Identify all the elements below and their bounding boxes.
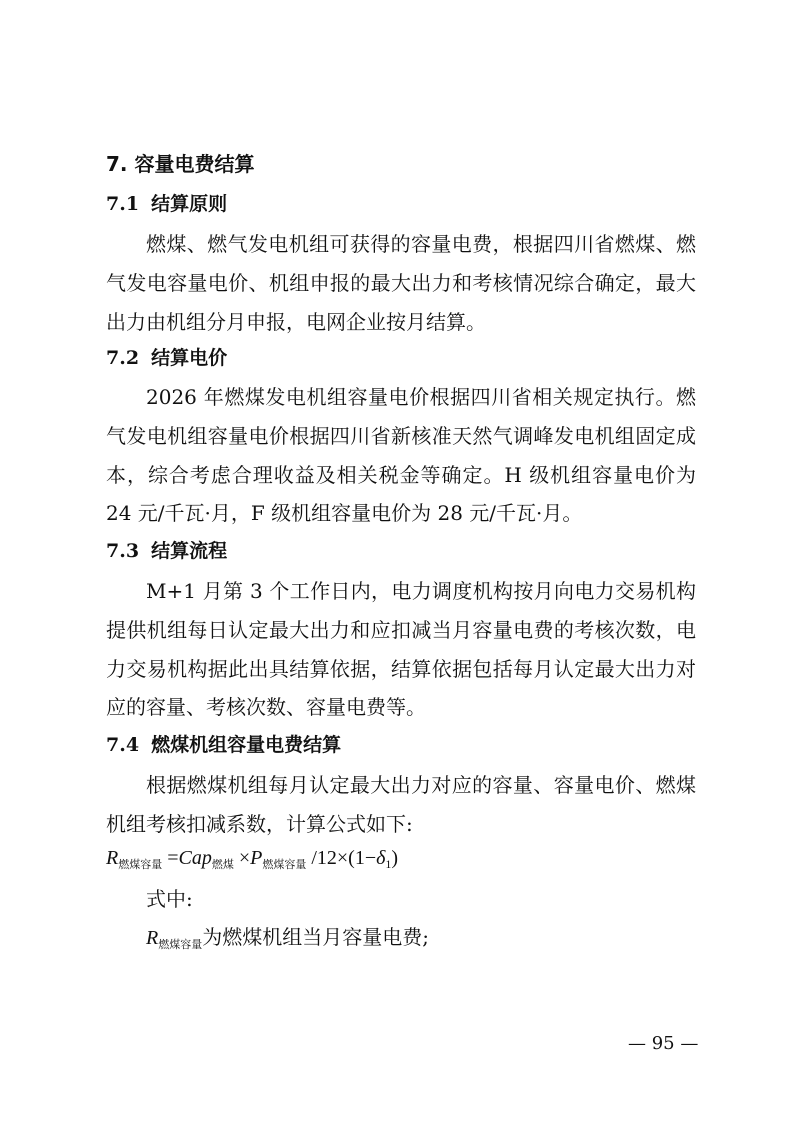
definition-r: $R_{燃煤容量}$为燃煤机组当月容量电费; <box>146 925 429 951</box>
subsection-heading-7-4 <box>106 731 341 759</box>
subsection-heading-7-1 <box>106 190 227 218</box>
where-label: 式中: <box>146 887 193 911</box>
paragraph-7-4: 根据燃煤机组每月认定最大出力对应的容量、容量电价、燃煤机组考核扣减系数，计算公式如下: <box>106 773 696 836</box>
capacity-fee-formula: $R_{燃煤容量} =Cap_{燃煤} \times P_{燃煤容量}$ $/12\times(1-\delta_1)$ <box>106 847 399 871</box>
subsection-title: 燃煤机组容量电费结算 <box>151 734 342 756</box>
paragraph-7-1: 燃煤、燃气发电机组可获得的容量电费，根据四川省燃煤、燃气发电容量电价、机组申报的最大出力和考核情况综合确定，最大出力由机组分月申报，电网企业按月结算。 <box>106 232 696 334</box>
subsection-number: 7.1 <box>106 193 140 215</box>
subsection-title: 结算电价 <box>151 347 228 369</box>
page-number: — 95 — <box>628 1033 699 1054</box>
section-heading: 7. 容量电费结算 <box>106 152 255 176</box>
subsection-heading-7-3 <box>106 537 227 565</box>
paragraph-7-3: M+1 月第 3 个工作日内，电力调度机构按月向电力交易机构提供机组每日认定最大出力和应扣减当月容量电费的考核次数，电力交易机构据此出具结算依据，结算依据包括每月认定最大出力对应的容量、考核次数、容量电费等。 <box>106 579 696 720</box>
subsection-title: 结算流程 <box>151 540 228 562</box>
subsection-number: 7.2 <box>106 347 140 369</box>
subsection-heading-7-2 <box>106 344 227 372</box>
subsection-number: 7.4 <box>106 734 140 756</box>
paragraph-7-2: 2026 年燃煤发电机组容量电价根据四川省相关规定执行。燃气发电机组容量电价根据四川省新核准天然气调峰发电机组固定成本，综合考虑合理收益及相关税金等确定。H 级机组容量电价为 24 元/千瓦·月，F 级机组容量电价为 28 元/千瓦·月。 <box>106 385 696 526</box>
subsection-number: 7.3 <box>106 540 140 562</box>
subsection-title: 结算原则 <box>151 193 228 215</box>
